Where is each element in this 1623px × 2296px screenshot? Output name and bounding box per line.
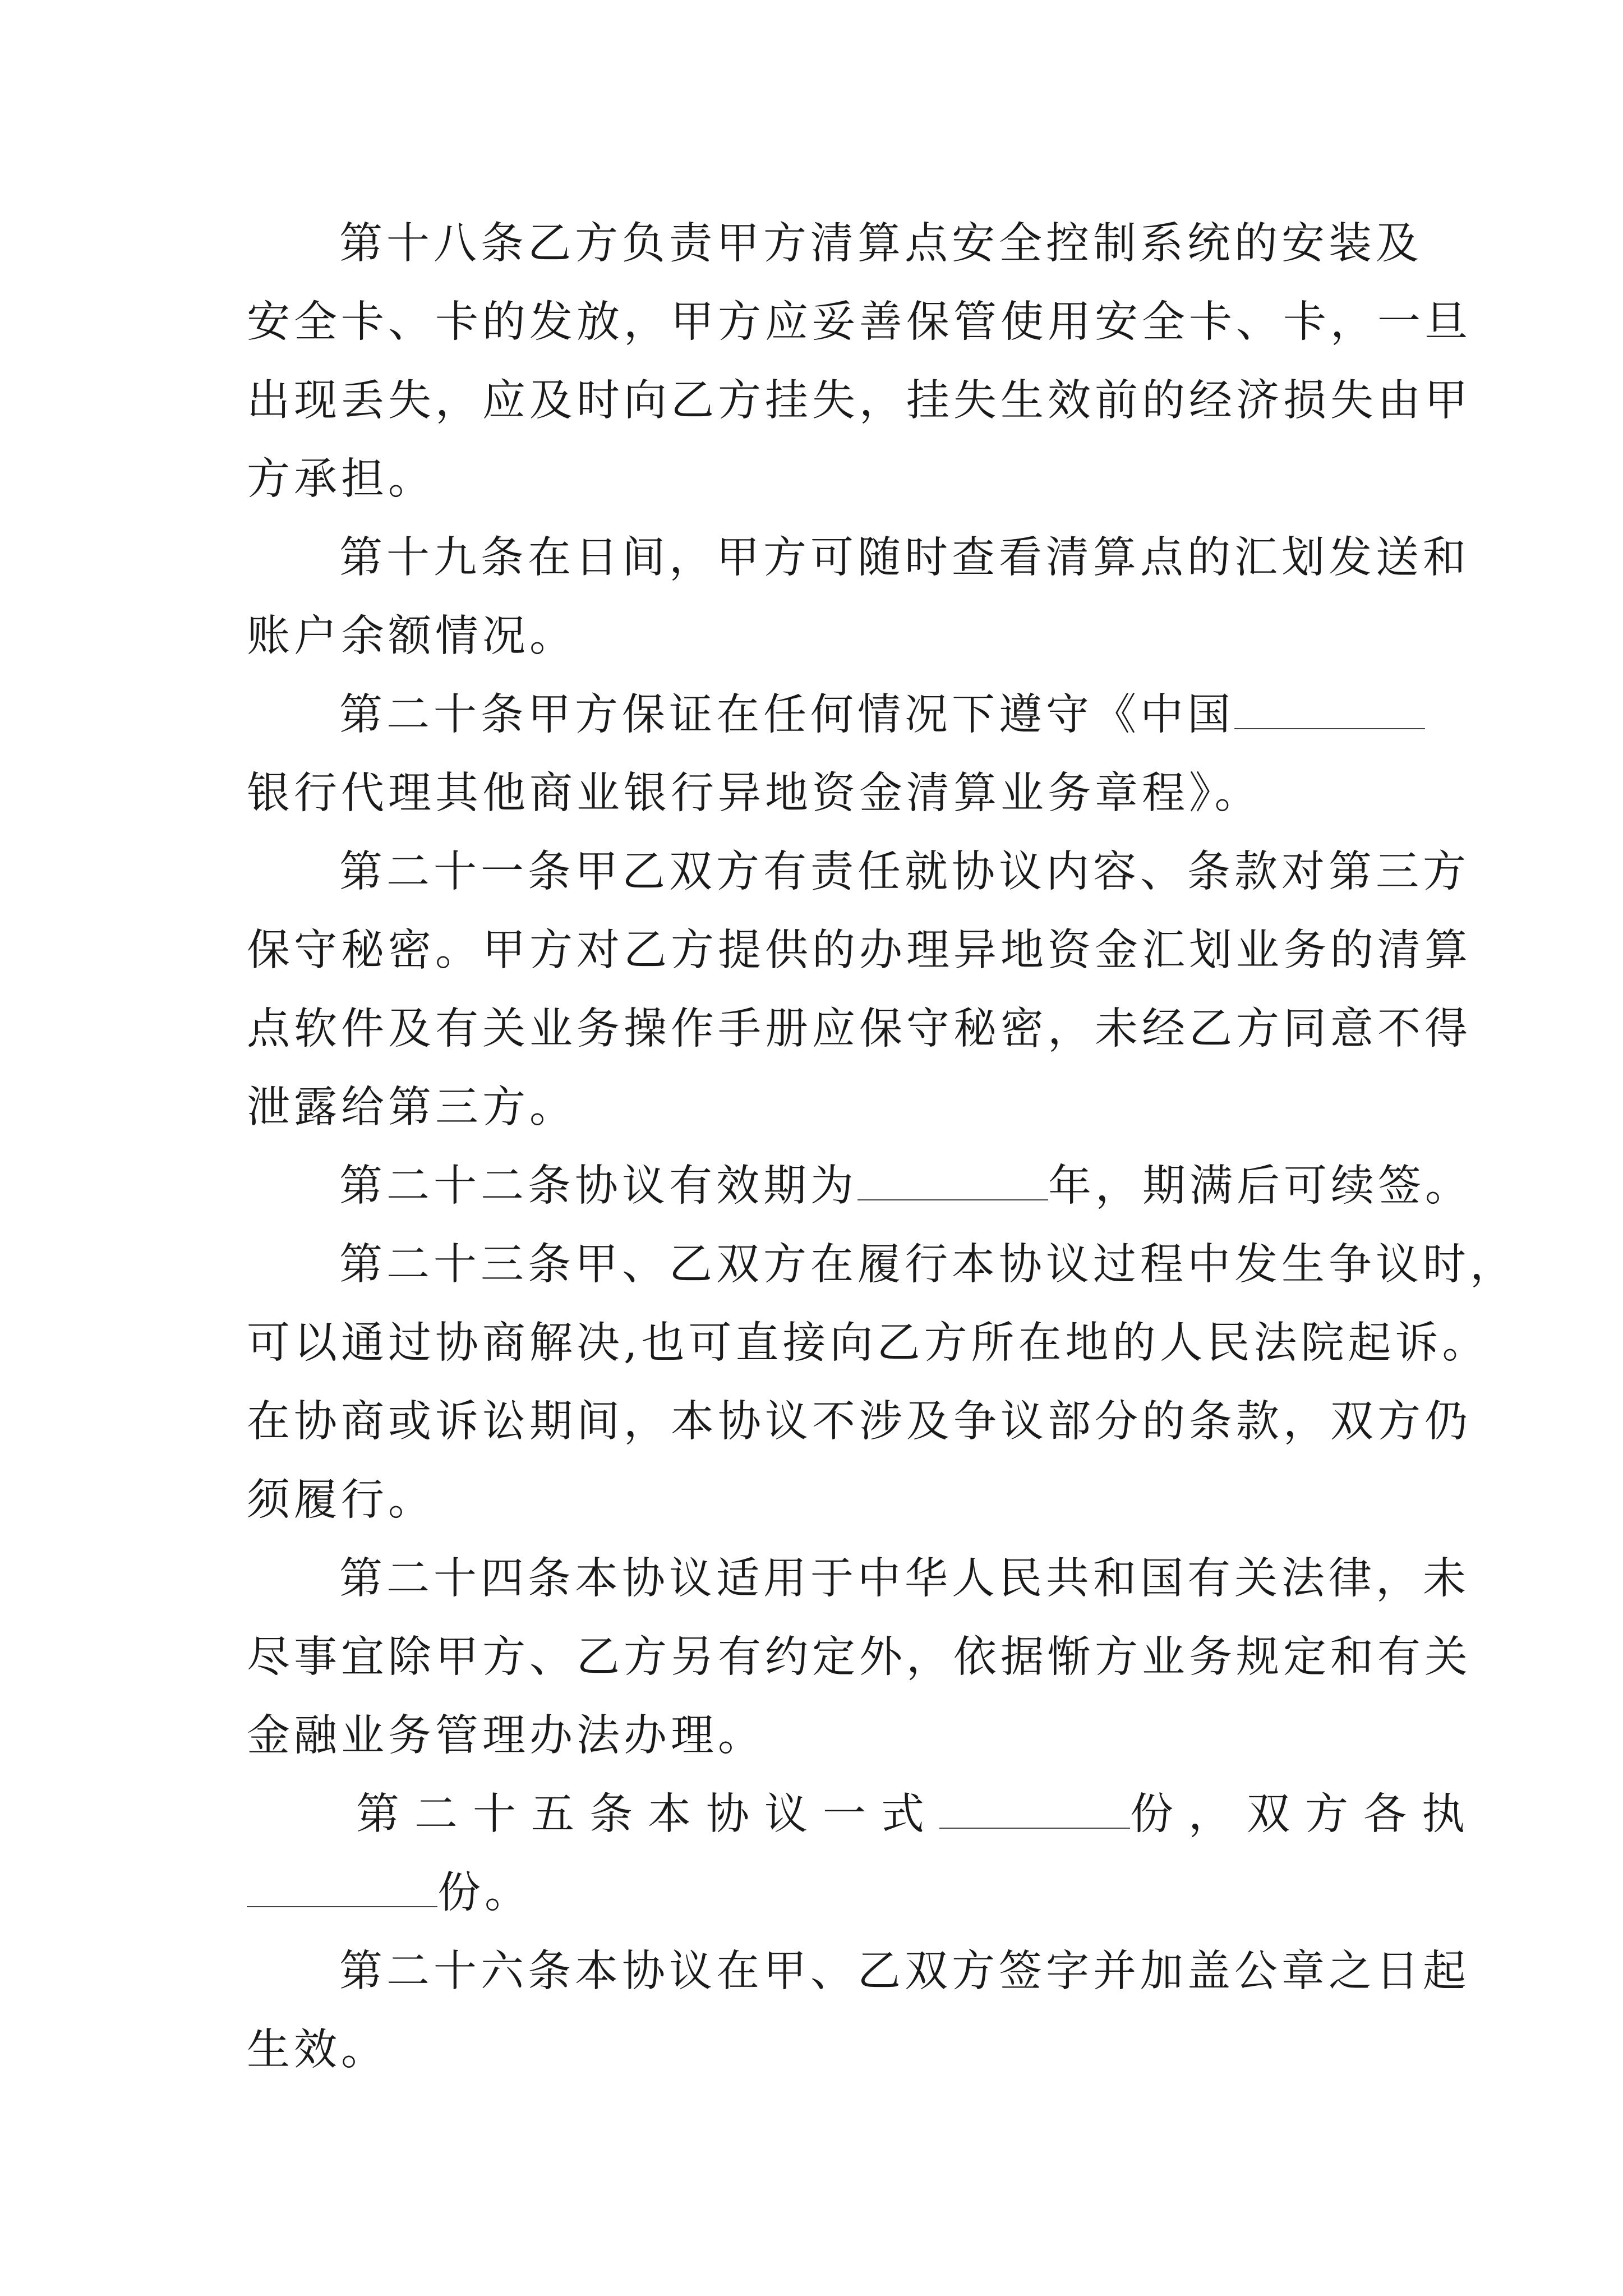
article-18-line-3: 出现丢失，应及时向乙方挂失，挂失生效前的经济损失由甲 [247, 376, 1472, 426]
article-24-line-1: 第二十四条本协议适用于中华人民共和国有关法律，未 [339, 1554, 1470, 1604]
article-20-text: 第二十条甲方保证在任何情况下遵守《中国 [339, 690, 1234, 740]
article-19-line-2: 账户余额情况。 [247, 611, 577, 661]
article-23-line-3: 在协商或诉讼期间，本协议不涉及争议部分的条款，双方仍 [247, 1397, 1472, 1447]
article-21-line-4: 泄露给第三方。 [247, 1083, 577, 1133]
article-21-line-1: 第二十一条甲乙双方有责任就协议内容、条款对第三方 [339, 847, 1470, 897]
article-26-line-1: 第二十六条本协议在甲、乙双方签字并加盖公章之日起 [339, 1947, 1470, 1996]
article-18-line-4: 方承担。 [247, 454, 435, 504]
article-23-line-1: 第二十三条甲、乙双方在履行本协议过程中发生争议时， [339, 1240, 1517, 1290]
article-23-line-2: 可以通过协商解决,也可直接向乙方所在地的人民法院起诉。 [247, 1318, 1490, 1368]
article-24-line-3: 金融业务管理办法办理。 [247, 1711, 765, 1761]
article-18-line-1: 第十八条乙方负责甲方清算点安全控制系统的安装及 [339, 219, 1423, 269]
article-23-line-4: 须履行。 [247, 1475, 435, 1525]
copies-total-blank[interactable] [939, 1787, 1130, 1829]
article-25-line-1 [356, 1787, 1480, 1843]
bank-name-blank[interactable] [1234, 688, 1425, 729]
article-25-text: 第二十五条本协议一式 [356, 1789, 939, 1839]
article-22-text: 第二十二条协议有效期为 [339, 1161, 857, 1211]
article-18-line-2: 安全卡、卡的发放，甲方应妥善保管使用安全卡、卡，一旦 [247, 297, 1472, 347]
article-22-text-end: 年，期满后可续签。 [1048, 1161, 1472, 1211]
copies-each-blank[interactable] [247, 1866, 437, 1907]
article-25-text-end: 份。 [437, 1868, 532, 1918]
article-19-line-1: 第十九条在日间，甲方可随时查看清算点的汇划发送和 [339, 533, 1470, 583]
article-21-line-2: 保守秘密。甲方对乙方提供的办理异地资金汇划业务的清算 [247, 926, 1472, 976]
article-20-line-2: 银行代理其他商业银行异地资金清算业务章程》。 [247, 769, 1262, 818]
article-22-line-1 [339, 1158, 1472, 1214]
article-25-text-mid: 份，双方各执 [1130, 1789, 1480, 1839]
article-24-line-2: 尽事宜除甲方、乙方另有约定外，依据惭方业务规定和有关 [247, 1632, 1472, 1682]
article-25-line-2 [247, 1865, 532, 1921]
article-26-line-2: 生效。 [247, 2025, 388, 2075]
article-20-line-1 [339, 687, 1425, 743]
article-21-line-3: 点软件及有关业务操作手册应保守秘密，未经乙方同意不得 [247, 1004, 1472, 1054]
validity-years-blank[interactable] [857, 1159, 1048, 1200]
